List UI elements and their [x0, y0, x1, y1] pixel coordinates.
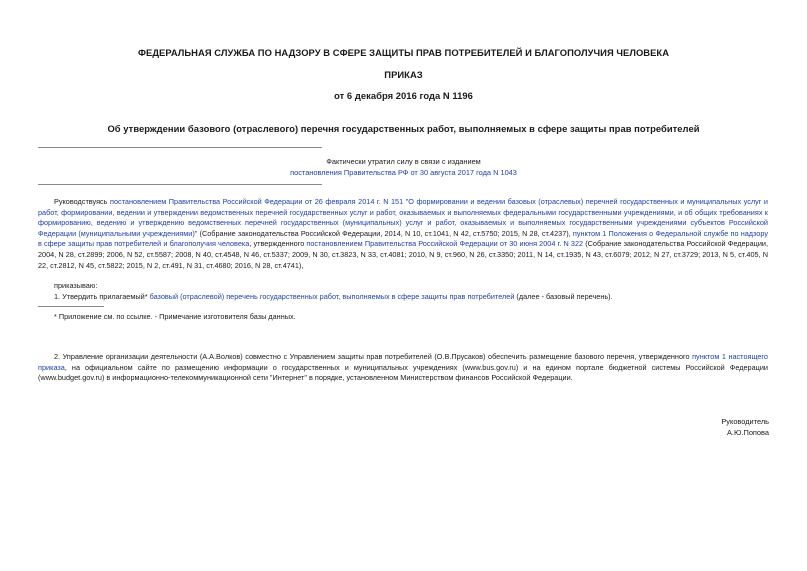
- agency-heading: ФЕДЕРАЛЬНАЯ СЛУЖБА ПО НАДЗОРУ В СФЕРЕ ЗАЩИТЫ ПРАВ ПОТРЕБИТЕЛЕЙ И БЛАГОПОЛУЧИЯ ЧЕЛОВЕКА: [137, 47, 670, 58]
- signature-name: А.Ю.Попова: [727, 428, 769, 437]
- status-note-link[interactable]: постановления Правительства РФ от 30 августа 2017 года N 1043: [290, 168, 517, 177]
- divider-bottom: [38, 184, 322, 185]
- footnote-text: * Приложение см. по ссылке. - Примечание изготовителя базы данных.: [54, 312, 296, 321]
- order-item-1: 1. Утвердить прилагаемый* базовый (отраслевой) перечень государственных работ, выполняемых в сфере защиты прав потребителей (далее - базовый перечень).: [54, 292, 613, 301]
- status-note-text: Фактически утратил силу в связи с изданием: [326, 157, 481, 166]
- preamble-paragraph: Руководствуясь постановлением Правительства Российской Федерации от 26 февраля 2014 г. N 151 "О формировании и ведении базовых (отраслевых) перечней государственных и муниципальных услуг и работ, формировании, ведении и утверждении ведомственных перечней государственных услуг и работ, оказываемых и выполняемых федеральными государственными учреждениями, и об общих требованиях к формированию, ведению и утверждению ведомственных перечней государственных (муниципальных) услуг и работ, оказываемых и выполняемых государственными учреждениями субъектов Российской Федерации (муниципальными учреждениями)" (Собрание законодательства Российской Федерации, 2014, N 10, ст.1041, N 42, ст.5750; 2015, N 28, ст.4237), пунктом 1 Положения о Федеральной службе по надзору в сфере защиты прав потребителей и благополучия человека, утвержденного постановлением Правительства Российской Федерации от 30 июня 2004 г. N 322 (Собрание законодательства Российской Федерации, 2004, N 28, ст.2899; 2006, N 52, ст.5587; 2008, N 40, ст.4548, N 46, ст.5337; 2009, N 30, ст.3823, N 33, ст.4081; 2010, N 9, ст.960, N 26, ст.3350; 2011, N 14, ст.1935, N 43, ст.6079; 2012, N 27, ст.3729; 2013, N 5, ст.405, N 22, ст.2812, N 45, ст.5822; 2015, N 2, ст.491, N 31, ст.4680; 2016, N 28, ст.4741),: [38, 197, 769, 270]
- link-clause-1-of-order[interactable]: пунктом 1 настоящего приказа: [38, 352, 768, 372]
- link-resolution-151[interactable]: постановлением Правительства Российской Федерации от 26 февраля 2014 г. N 151 "О формировании и ведении базовых (отраслевых) перечней государственных и муниципальных услуг и работ, формировании, ведении и утверждении ведомственных перечней государственных услуг и работ, оказываемых и выполняемых федеральными государственными учреждениями, и об общих требованиях к формированию, ведению и утверждению ведомственных перечней государственных (муниципальных) услуг и работ, оказываемых и выполняемых государственными учреждениями субъектов Российской Федерации (муниципальными учреждениями)": [38, 197, 769, 238]
- doc-title: Об утверждении базового (отраслевого) перечня государственных работ, выполняемых в сфере защиты прав потребителей: [107, 123, 700, 134]
- doc-type-heading: ПРИКАЗ: [384, 69, 423, 80]
- divider-top: [38, 147, 322, 148]
- order-item-2: 2. Управление организации деятельности (А.А.Волков) совместно с Управлением защиты прав потребителей (О.В.Прусаков) обеспечить размещение базового перечня, утвержденного пунктом 1 настоящего приказа, на официальном сайте по размещению информации о государственных и муниципальных учреждениях (www.bus.gov.ru) и на едином портале бюджетной системы Российской Федерации (www.budget.gov.ru) в информационно-телекоммуникационной сети "Интернет" в порядке, установленном Министерством финансов Российской Федерации.: [38, 352, 768, 383]
- link-base-list[interactable]: базовый (отраслевой) перечень государственных работ, выполняемых в сфере защиты прав потребителей: [149, 292, 515, 301]
- link-regulation-clause-1[interactable]: пунктом 1 Положения о Федеральной службе по надзору в сфере защиты прав потребителей и благополучия человека: [38, 228, 768, 249]
- doc-date-heading: от 6 декабря 2016 года N 1196: [334, 90, 473, 101]
- signature-position: Руководитель: [721, 417, 769, 426]
- footnote-divider: [38, 306, 104, 307]
- order-word: приказываю:: [54, 281, 98, 290]
- link-resolution-322[interactable]: постановлением Правительства Российской Федерации от 30 июня 2004 г. N 322: [306, 239, 584, 249]
